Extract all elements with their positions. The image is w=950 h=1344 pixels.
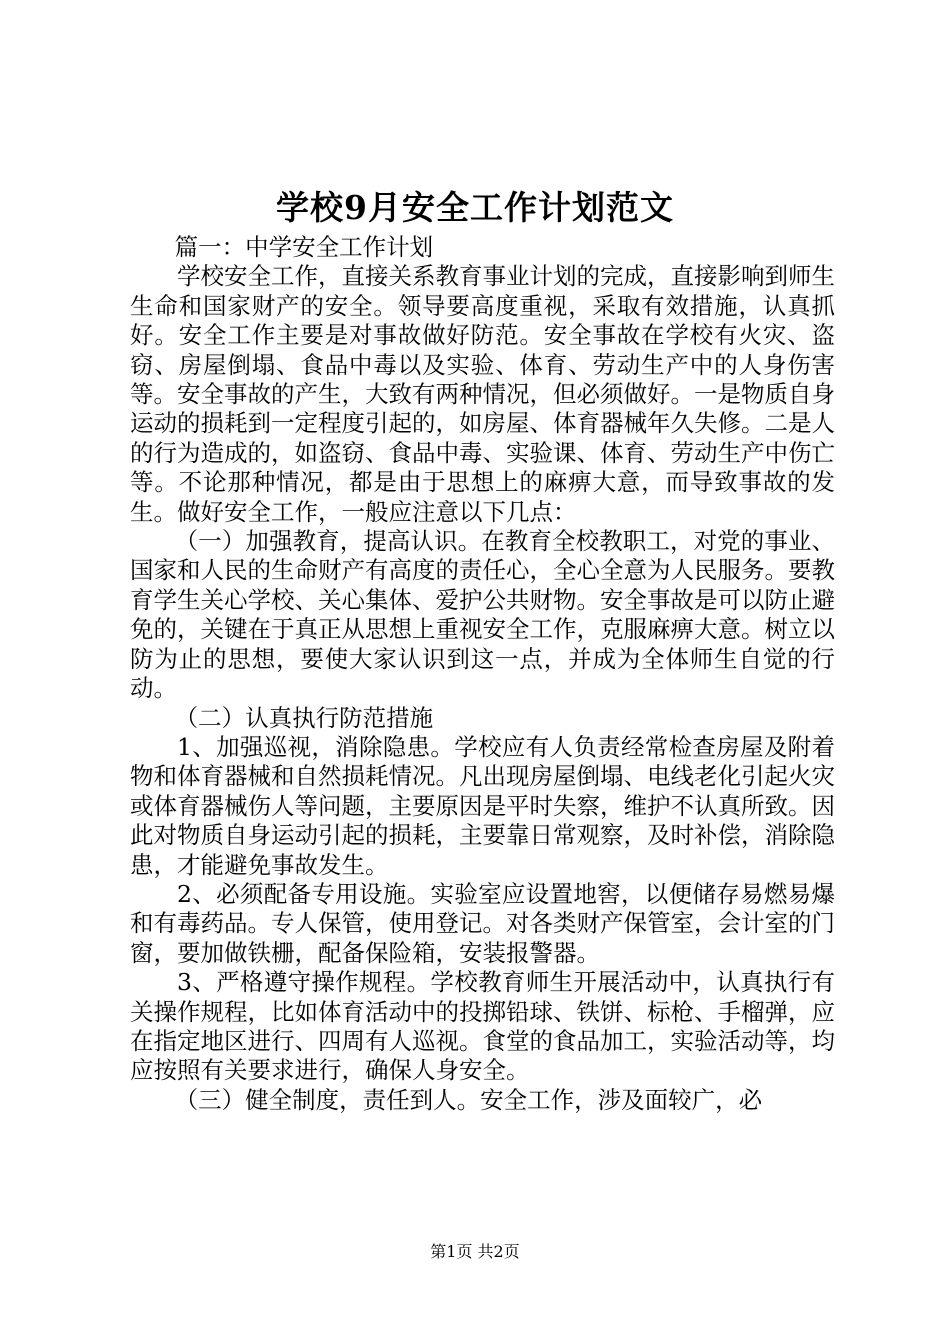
point-one-paragraph: （一）加强教育，提高认识。在教育全校教职工，对党的事业、国家和人民的生命财产有高度的责任心，全心全意为人民服务。要教育学生关心学校、关心集体、爱护公共财物。安全事故是可以防止避免的，关键在于真正从思想上重视安全工作，克服麻痹大意。树立以防为止的思想，要使大家认识到这一点，并成为全体师生自觉的行动。 bbox=[130, 527, 835, 703]
measure-three-paragraph: 3、严格遵守操作规程。学校教育师生开展活动中，认真执行有关操作规程，比如体育活动中的投掷铅球、铁饼、标枪、手榴弹，应在指定地区进行、四周有人巡视。食堂的食品加工，实验活动等，均应按照有关要求进行，确保人身安全。 bbox=[130, 968, 835, 1085]
point-three-paragraph: （三）健全制度，责任到人。安全工作，涉及面较广，必 bbox=[174, 1085, 763, 1114]
point-two-heading: （二）认真执行防范措施 bbox=[174, 703, 434, 732]
intro-paragraph: 学校安全工作，直接关系教育事业计划的完成，直接影响到师生生命和国家财产的安全。领导要高度重视，采取有效措施，认真抓好。安全工作主要是对事故做好防范。安全事故在学校有火灾、盗窃、房屋倒塌、食品中毒以及实验、体育、劳动生产中的人身伤害等。安全事故的产生，大致有两种情况，但必须做好。一是物质自身运动的损耗到一定程度引起的，如房屋、体育器械年久失修。二是人的行为造成的，如盗窃、食品中毒、实验课、体育、劳动生产中伤亡等。不论那种情况，都是由于思想上的麻痹大意，而导致事故的发生。做好安全工作，一般应注意以下几点： bbox=[130, 262, 835, 526]
measure-two-paragraph: 2、必须配备专用设施。实验室应设置地窖，以便储存易燃易爆和有毒药品。专人保管，使用登记。对各类财产保管室，会计室的门窗，要加做铁栅，配备保险箱，安装报警器。 bbox=[130, 879, 835, 967]
measure-one-paragraph: 1、加强巡视，消除隐患。学校应有人负责经常检查房屋及附着物和体育器械和自然损耗情况。凡出现房屋倒塌、电线老化引起火灾或体育器械伤人等问题，主要原因是平时失察，维护不认真所致。因此对物质自身运动引起的损耗，主要靠日常观察，及时补偿，消除隐患，才能避免事故发生。 bbox=[130, 732, 835, 879]
section-heading-part-one: 篇一：中学安全工作计划 bbox=[174, 233, 434, 261]
document-body bbox=[130, 233, 835, 1115]
page-number-footer: 第1页 共2页 bbox=[430, 1242, 520, 1261]
document-title: 学校9月安全工作计划范文 bbox=[276, 188, 674, 227]
